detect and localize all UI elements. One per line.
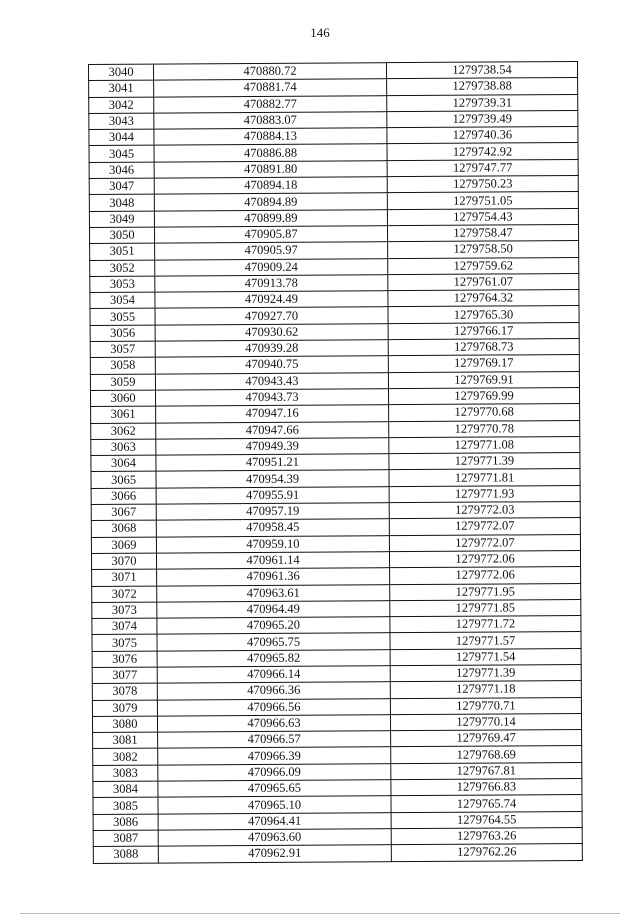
point-id-cell: 3056 bbox=[90, 325, 155, 342]
x-coordinate-cell: 470965.65 bbox=[158, 780, 391, 798]
y-coordinate-cell: 1279754.43 bbox=[387, 208, 578, 225]
point-id-cell: 3081 bbox=[93, 732, 158, 749]
y-coordinate-cell: 1279739.49 bbox=[387, 110, 578, 127]
y-coordinate-cell: 1279765.74 bbox=[391, 795, 582, 812]
y-coordinate-cell: 1279770.71 bbox=[390, 697, 581, 714]
page-number: 146 bbox=[310, 25, 330, 40]
point-id-cell: 3050 bbox=[89, 227, 154, 244]
x-coordinate-cell: 470966.36 bbox=[157, 682, 390, 700]
x-coordinate-cell: 470947.16 bbox=[156, 405, 389, 423]
point-id-cell: 3042 bbox=[89, 97, 154, 114]
x-coordinate-cell: 470939.28 bbox=[155, 340, 388, 358]
y-coordinate-cell: 1279769.47 bbox=[391, 730, 582, 747]
y-coordinate-cell: 1279761.07 bbox=[388, 273, 579, 290]
point-id-cell: 3062 bbox=[91, 423, 156, 440]
x-coordinate-cell: 470962.91 bbox=[158, 845, 391, 863]
x-coordinate-cell: 470886.88 bbox=[154, 144, 387, 162]
x-coordinate-cell: 470966.56 bbox=[157, 698, 390, 716]
y-coordinate-cell: 1279739.31 bbox=[387, 94, 578, 111]
point-id-cell: 3074 bbox=[92, 618, 157, 635]
point-id-cell: 3065 bbox=[91, 472, 156, 489]
x-coordinate-cell: 470924.49 bbox=[155, 291, 388, 309]
y-coordinate-cell: 1279742.92 bbox=[387, 143, 578, 160]
point-id-cell: 3070 bbox=[91, 553, 156, 570]
point-id-cell: 3041 bbox=[89, 80, 154, 97]
point-id-cell: 3068 bbox=[91, 520, 156, 537]
point-id-cell: 3084 bbox=[93, 781, 158, 798]
x-coordinate-cell: 470966.39 bbox=[158, 747, 391, 765]
x-coordinate-cell: 470954.39 bbox=[156, 470, 389, 488]
point-id-cell: 3051 bbox=[90, 243, 155, 260]
y-coordinate-cell: 1279772.03 bbox=[389, 502, 580, 519]
x-coordinate-cell: 470927.70 bbox=[155, 307, 388, 325]
x-coordinate-cell: 470943.43 bbox=[155, 372, 388, 390]
x-coordinate-cell: 470913.78 bbox=[155, 275, 388, 293]
point-id-cell: 3073 bbox=[92, 602, 157, 619]
y-coordinate-cell: 1279771.81 bbox=[389, 469, 580, 486]
y-coordinate-cell: 1279764.32 bbox=[388, 290, 579, 307]
y-coordinate-cell: 1279751.05 bbox=[387, 192, 578, 209]
x-coordinate-cell: 470883.07 bbox=[154, 112, 387, 130]
x-coordinate-cell: 470965.20 bbox=[157, 617, 390, 635]
x-coordinate-cell: 470940.75 bbox=[155, 356, 388, 374]
y-coordinate-cell: 1279762.26 bbox=[391, 844, 582, 861]
point-id-cell: 3072 bbox=[92, 586, 157, 603]
x-coordinate-cell: 470958.45 bbox=[156, 519, 389, 537]
x-coordinate-cell: 470884.13 bbox=[154, 128, 387, 146]
y-coordinate-cell: 1279768.73 bbox=[388, 339, 579, 356]
x-coordinate-cell: 470963.61 bbox=[157, 584, 390, 602]
x-coordinate-cell: 470951.21 bbox=[156, 454, 389, 472]
x-coordinate-cell: 470965.10 bbox=[158, 796, 391, 814]
y-coordinate-cell: 1279771.39 bbox=[390, 664, 581, 681]
y-coordinate-cell: 1279771.93 bbox=[389, 485, 580, 502]
point-id-cell: 3054 bbox=[90, 292, 155, 309]
y-coordinate-cell: 1279763.26 bbox=[391, 827, 582, 844]
point-id-cell: 3057 bbox=[90, 341, 155, 358]
x-coordinate-cell: 470965.75 bbox=[157, 633, 390, 651]
y-coordinate-cell: 1279771.72 bbox=[390, 616, 581, 633]
point-id-cell: 3048 bbox=[89, 194, 154, 211]
point-id-cell: 3040 bbox=[89, 64, 154, 81]
y-coordinate-cell: 1279771.18 bbox=[390, 681, 581, 698]
x-coordinate-cell: 470959.10 bbox=[156, 535, 389, 553]
y-coordinate-cell: 1279770.14 bbox=[390, 713, 581, 730]
point-id-cell: 3083 bbox=[93, 765, 158, 782]
x-coordinate-cell: 470891.80 bbox=[154, 160, 387, 178]
y-coordinate-cell: 1279768.69 bbox=[391, 746, 582, 763]
x-coordinate-cell: 470899.89 bbox=[154, 209, 387, 227]
y-coordinate-cell: 1279770.68 bbox=[389, 404, 580, 421]
point-id-cell: 3053 bbox=[90, 276, 155, 293]
y-coordinate-cell: 1279740.36 bbox=[387, 127, 578, 144]
point-id-cell: 3076 bbox=[92, 651, 157, 668]
y-coordinate-cell: 1279769.99 bbox=[388, 387, 579, 404]
point-id-cell: 3082 bbox=[93, 749, 158, 766]
y-coordinate-cell: 1279772.06 bbox=[390, 567, 581, 584]
x-coordinate-cell: 470930.62 bbox=[155, 323, 388, 341]
point-id-cell: 3071 bbox=[92, 569, 157, 586]
y-coordinate-cell: 1279738.88 bbox=[387, 78, 578, 95]
page-bottom-rule bbox=[20, 913, 620, 914]
x-coordinate-cell: 470905.97 bbox=[155, 242, 388, 260]
point-id-cell: 3058 bbox=[90, 357, 155, 374]
x-coordinate-cell: 470894.89 bbox=[154, 193, 387, 211]
y-coordinate-cell: 1279770.78 bbox=[389, 420, 580, 437]
y-coordinate-cell: 1279758.50 bbox=[388, 241, 579, 258]
x-coordinate-cell: 470957.19 bbox=[156, 503, 389, 521]
point-id-cell: 3067 bbox=[91, 504, 156, 521]
point-id-cell: 3088 bbox=[93, 846, 158, 863]
x-coordinate-cell: 470882.77 bbox=[154, 95, 387, 113]
x-coordinate-cell: 470949.39 bbox=[156, 437, 389, 455]
x-coordinate-cell: 470909.24 bbox=[155, 258, 388, 276]
point-id-cell: 3045 bbox=[89, 146, 154, 163]
x-coordinate-cell: 470963.60 bbox=[158, 829, 391, 847]
x-coordinate-cell: 470880.72 bbox=[154, 63, 387, 81]
coordinate-table-body bbox=[89, 62, 583, 864]
point-id-cell: 3044 bbox=[89, 129, 154, 146]
y-coordinate-cell: 1279771.57 bbox=[390, 632, 581, 649]
x-coordinate-cell: 470905.87 bbox=[154, 226, 387, 244]
y-coordinate-cell: 1279759.62 bbox=[388, 257, 579, 274]
point-id-cell: 3049 bbox=[89, 211, 154, 228]
y-coordinate-cell: 1279766.17 bbox=[388, 322, 579, 339]
x-coordinate-cell: 470966.09 bbox=[158, 763, 391, 781]
y-coordinate-cell: 1279750.23 bbox=[387, 176, 578, 193]
point-id-cell: 3059 bbox=[90, 374, 155, 391]
point-id-cell: 3079 bbox=[92, 700, 157, 717]
y-coordinate-cell: 1279771.39 bbox=[389, 453, 580, 470]
point-id-cell: 3080 bbox=[92, 716, 157, 733]
point-id-cell: 3043 bbox=[89, 113, 154, 130]
point-id-cell: 3060 bbox=[90, 390, 155, 407]
x-coordinate-cell: 470966.63 bbox=[157, 715, 390, 733]
x-coordinate-cell: 470966.57 bbox=[158, 731, 391, 749]
point-id-cell: 3046 bbox=[89, 162, 154, 179]
y-coordinate-cell: 1279772.07 bbox=[389, 534, 580, 551]
x-coordinate-cell: 470964.49 bbox=[157, 600, 390, 618]
y-coordinate-cell: 1279767.81 bbox=[391, 762, 582, 779]
y-coordinate-cell: 1279769.91 bbox=[388, 371, 579, 388]
y-coordinate-cell: 1279769.17 bbox=[388, 355, 579, 372]
x-coordinate-cell: 470961.14 bbox=[156, 552, 389, 570]
x-coordinate-cell: 470943.73 bbox=[155, 389, 388, 407]
y-coordinate-cell: 1279738.54 bbox=[386, 62, 577, 79]
point-id-cell: 3061 bbox=[91, 406, 156, 423]
y-coordinate-cell: 1279766.83 bbox=[391, 779, 582, 796]
point-id-cell: 3085 bbox=[93, 797, 158, 814]
y-coordinate-cell: 1279772.06 bbox=[389, 550, 580, 567]
x-coordinate-cell: 470881.74 bbox=[154, 79, 387, 97]
x-coordinate-cell: 470964.41 bbox=[158, 812, 391, 830]
point-id-cell: 3055 bbox=[90, 309, 155, 326]
point-id-cell: 3063 bbox=[91, 439, 156, 456]
y-coordinate-cell: 1279771.95 bbox=[390, 583, 581, 600]
point-id-cell: 3078 bbox=[92, 683, 157, 700]
point-id-cell: 3052 bbox=[90, 260, 155, 277]
x-coordinate-cell: 470966.14 bbox=[157, 666, 390, 684]
y-coordinate-cell: 1279771.08 bbox=[389, 436, 580, 453]
y-coordinate-cell: 1279758.47 bbox=[387, 224, 578, 241]
x-coordinate-cell: 470947.66 bbox=[156, 421, 389, 439]
coordinate-table bbox=[88, 61, 583, 864]
point-id-cell: 3087 bbox=[93, 830, 158, 847]
y-coordinate-cell: 1279747.77 bbox=[387, 159, 578, 176]
point-id-cell: 3047 bbox=[89, 178, 154, 195]
y-coordinate-cell: 1279772.07 bbox=[389, 518, 580, 535]
x-coordinate-cell: 470965.82 bbox=[157, 649, 390, 667]
y-coordinate-cell: 1279771.54 bbox=[390, 648, 581, 665]
point-id-cell: 3075 bbox=[92, 634, 157, 651]
point-id-cell: 3086 bbox=[93, 814, 158, 831]
x-coordinate-cell: 470955.91 bbox=[156, 486, 389, 504]
table-row bbox=[93, 844, 582, 863]
point-id-cell: 3064 bbox=[91, 455, 156, 472]
y-coordinate-cell: 1279771.85 bbox=[390, 599, 581, 616]
y-coordinate-cell: 1279764.55 bbox=[391, 811, 582, 828]
point-id-cell: 3077 bbox=[92, 667, 157, 684]
point-id-cell: 3069 bbox=[91, 537, 156, 554]
y-coordinate-cell: 1279765.30 bbox=[388, 306, 579, 323]
x-coordinate-cell: 470894.18 bbox=[154, 177, 387, 195]
x-coordinate-cell: 470961.36 bbox=[157, 568, 390, 586]
point-id-cell: 3066 bbox=[91, 488, 156, 505]
